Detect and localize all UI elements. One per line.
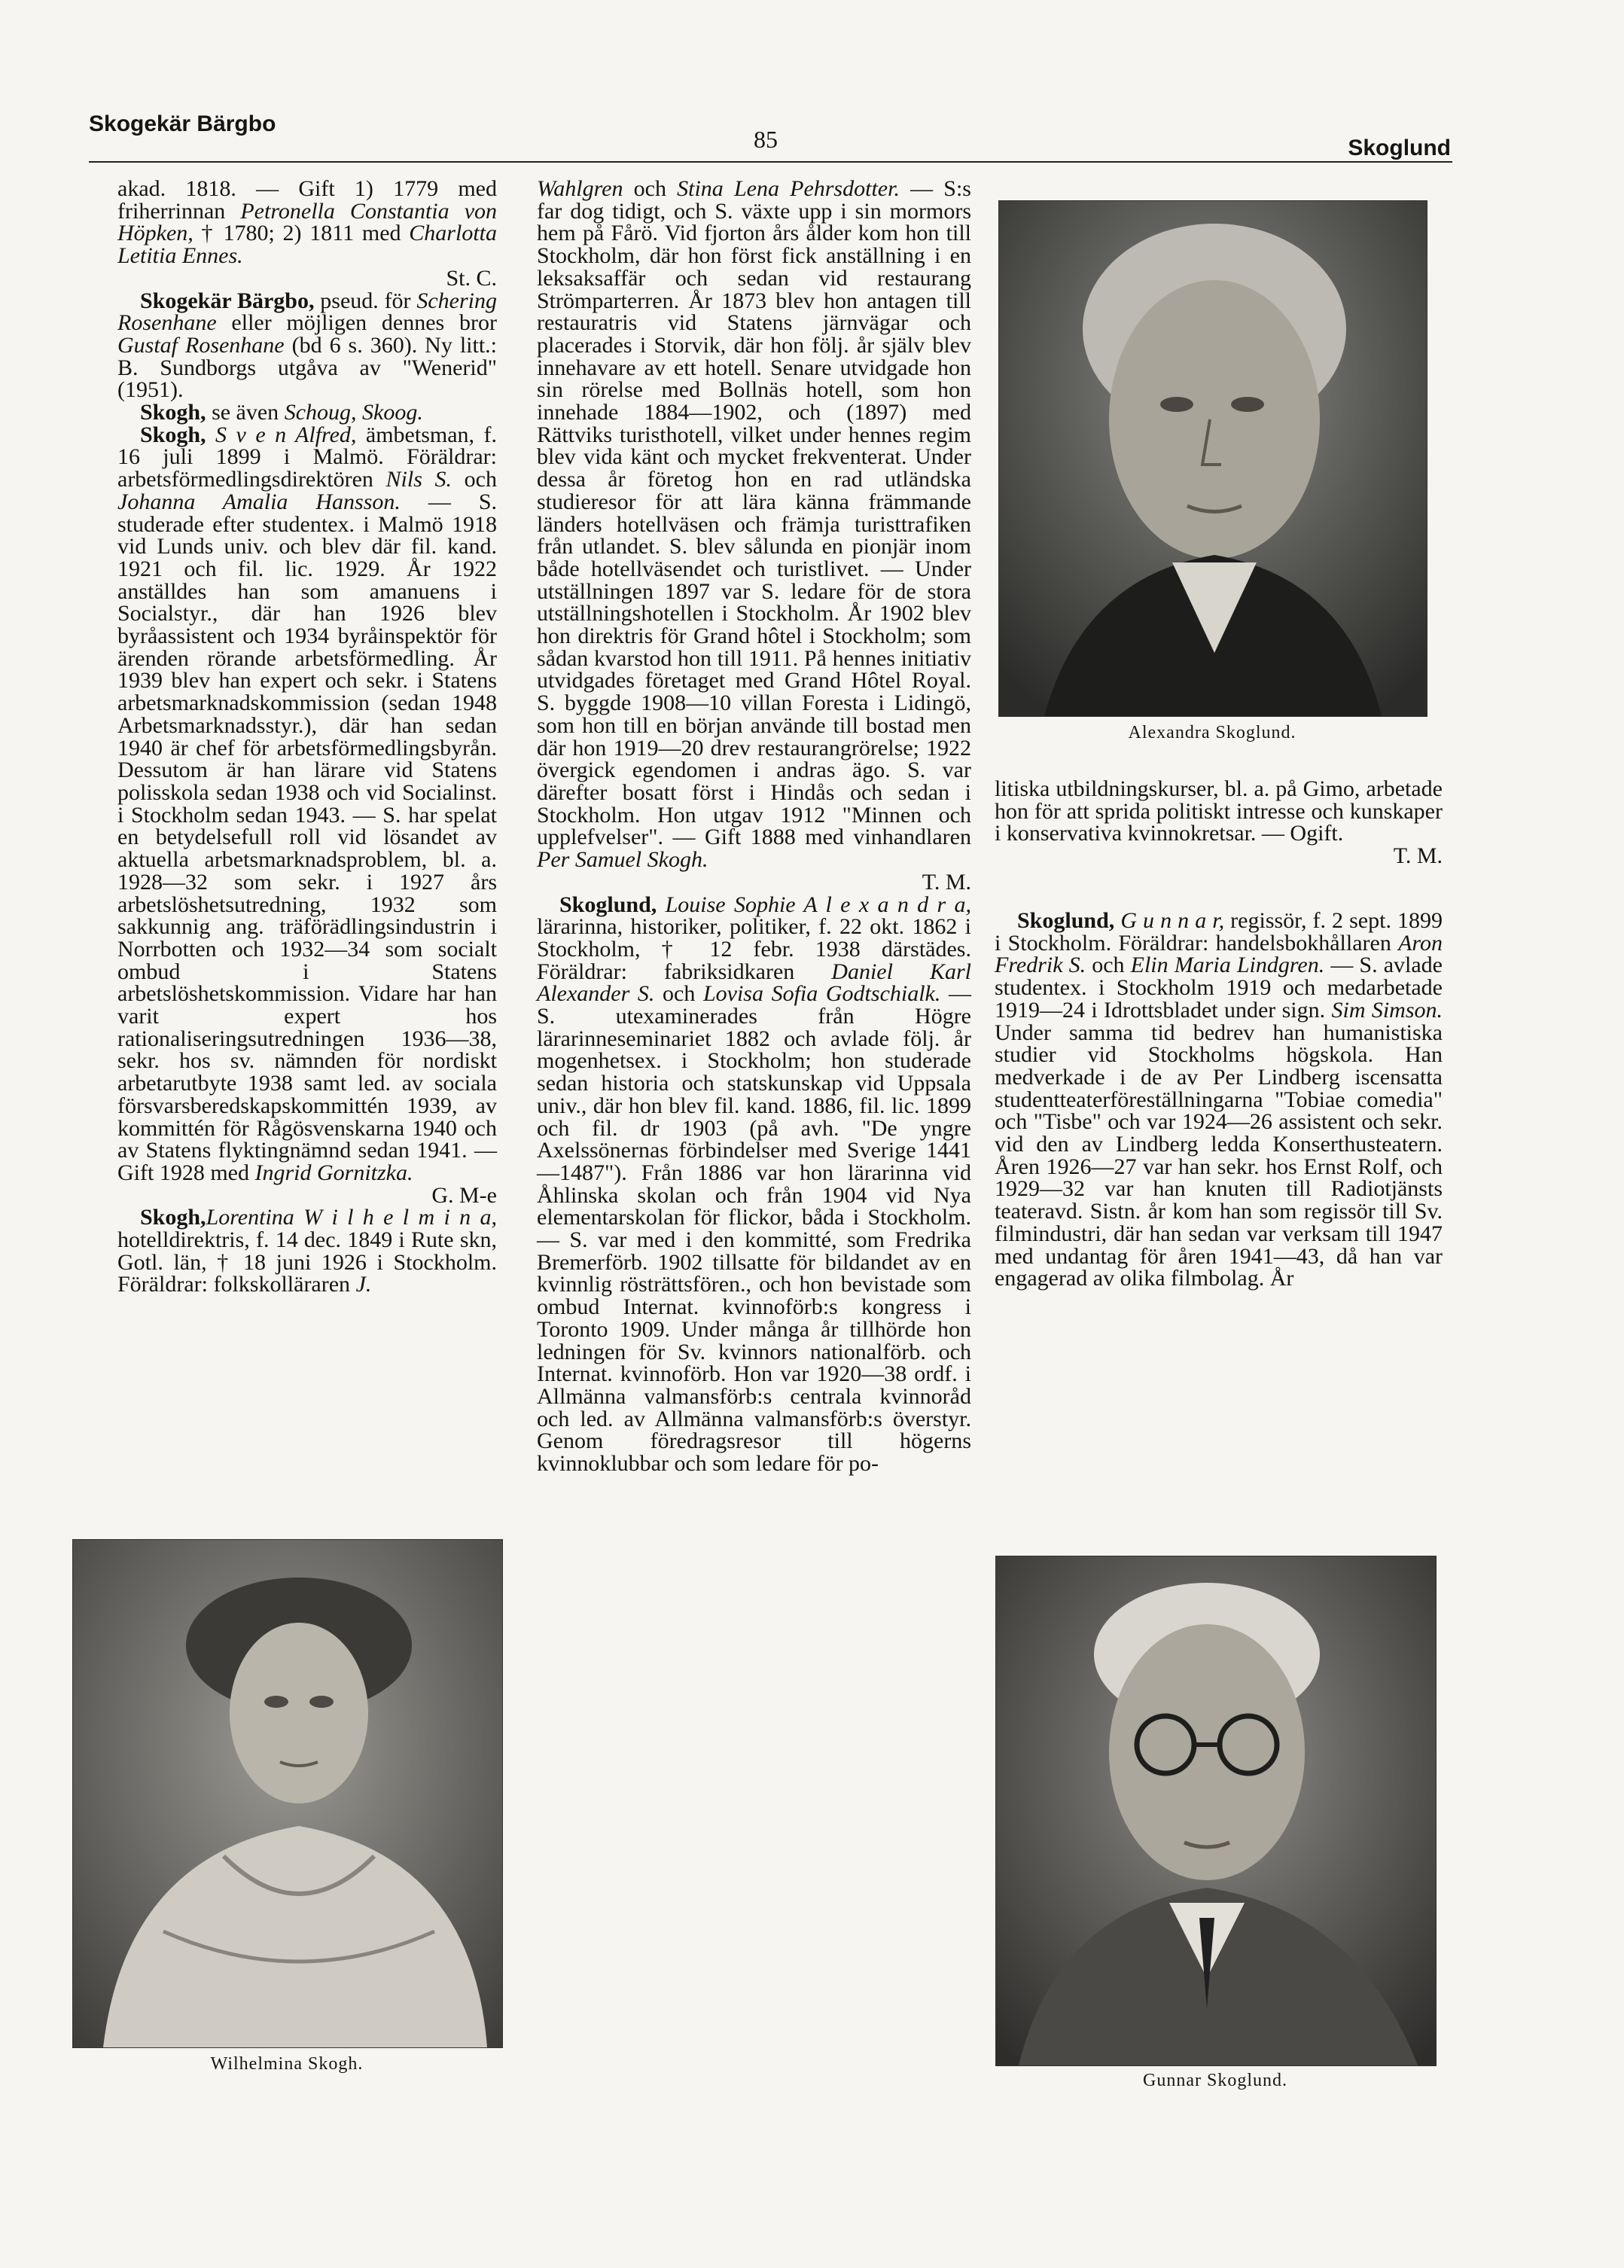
portrait-gunnar-skoglund bbox=[995, 1556, 1437, 2066]
entry-skogh-ref: Skogh, se även Schoug, Skoog. bbox=[140, 400, 423, 425]
column-1 bbox=[117, 178, 497, 1296]
entry-continuation: akad. 1818. — Gift 1) 1779 med friherrinnan Petronella Constantia von Höpken, † 1780; 2) 1811 med Charlotta Letitia Ennes. St. C. bbox=[117, 176, 498, 291]
entry-skogh-wilhelmina: Skogh,Lorentina W i l h e l m i n a, hotelldirektris, f. 14 dec. 1849 i Rute skn, Gotl. län, † 18 juni 1926 i Stockholm. Föräldrar: folkskolläraren J. bbox=[117, 1205, 497, 1297]
column-3-top bbox=[995, 778, 1443, 867]
column-2 bbox=[537, 178, 971, 1475]
entry-skoglund-gunnar: Skoglund, G u n n a r, regissör, f. 2 sept. 1899 i Stockholm. Föräldrar: handelsbokhållaren Aron Fredrik S. och Elin Maria Lindgren. — S. avlade studentex. i Stockholm 1919 och medarbetade 1919—24 i Idrottsbladet under sign. Sim Simson. Under samma tid bedrev han humanistiska studier vid Stockholms högskola. Han medverkade i de av Per Lindberg iscensatta studentteaterföreställningarna "Tobiae comedia" och "Tisbe" och var 1924—26 assistent och sekr. vid den av Lindberg ledda Konserthusteatern. Åren 1926—27 var han sekr. hos Ernst Rolf, och 1929—32 var han knuten till Radiotjänsts teateravd. Sistn. år kom han som regissör till Sv. filmindustri, där han sedan var verksam till 1947 med undantag för åren 1941—43, då han var engagerad av olika filmbolag. År bbox=[995, 908, 1443, 1291]
signature: St. C. bbox=[446, 265, 497, 291]
running-head-left: Skogekär Bärgbo bbox=[89, 111, 276, 136]
entry-skogekar-bargbo: Skogekär Bärgbo, pseud. för Schering Rosenhane eller möjligen dennes bror Gustaf Rosenhane (bd 6 s. 360). Ny litt.: B. Sundborgs utgåva av "Wenerid" (1951). bbox=[117, 288, 497, 403]
signature: G. M-e bbox=[431, 1182, 497, 1208]
portrait-alexandra-skoglund bbox=[998, 200, 1427, 717]
column-3-bottom bbox=[995, 910, 1443, 1290]
portrait-wilhelmina-skogh bbox=[72, 1539, 503, 2048]
caption-alexandra: Alexandra Skoglund. bbox=[1128, 723, 1296, 742]
running-head-right: Skoglund bbox=[1348, 136, 1451, 160]
caption-gunnar: Gunnar Skoglund. bbox=[1143, 2071, 1287, 2090]
signature: T. M. bbox=[922, 869, 971, 895]
header-rule bbox=[89, 161, 1452, 163]
entry-alexandra-continuation: litiska utbildningskurser, bl. a. på Gimo, arbetade hon för att sprida politiskt intresse och kunskaper i konservativa kvinnokretsar. — Ogift. T. M. bbox=[995, 776, 1443, 869]
signature: T. M. bbox=[1393, 843, 1443, 869]
caption-wilhelmina: Wilhelmina Skogh. bbox=[210, 2054, 364, 2074]
page-number: 85 bbox=[754, 126, 778, 153]
entry-skogh-sven: Skogh, S v e n Alfred, ämbetsman, f. 16 juli 1899 i Malmö. Föräldrar: arbetsförmedlingsdirektören Nils S. och Johanna Amalia Hansson. — S. studerade efter studentex. i Malmö 1918 vid Lunds univ. och blev där fil. kand. 1921 och fil. lic. 1929. År 1922 anställdes han som amanuens i Socialstyr., där han 1926 blev byråassistent och 1934 byråinspektör för ärenden rörande arbetsförmedling. År 1939 blev han expert och sekr. i Statens arbetsmarknadskommission (sedan 1948 Arbetsmarknadsstyr.), där han sedan 1940 är chef för arbetsförmedlingsbyrån. Dessutom är han lärare vid Statens polisskola sedan 1938 och vid Socialinst. i Stockholm sedan 1943. — S. har spelat en betydelsefull roll vid lösandet av aktuella arbetsmarknadsproblem, bl. a. 1928—32 som sekr. i 1927 års arbetslöshetsutredning, 1932 som sakkunnig ang. träförädlingsindustrin i Norrbotten och 1932—34 som socialt ombud i Statens arbetslöshetskommission. Vidare har han varit expert hos rationaliseringsutredningen 1936—38, sekr. hos sv. nämnden för nordiskt arbetarutbyte 1938 samt led. av sociala försvarsberedskapskommittén 1939, av kommittén för Rågösvenskarna 1940 och av Statens flyktingnämnd sedan 1941. — Gift 1928 med Ingrid Gornitzka. G. M-e bbox=[117, 422, 498, 1208]
entry-skoglund-alexandra: Skoglund, Louise Sophie A l e x a n d r a, lärarinna, historiker, politiker, f. 22 okt. 1862 i Stockholm, † 12 febr. 1938 därstädes. Föräldrar: fabriksidkaren Daniel Karl Alexander S. och Lovisa Sofia Godtschialk. — S. utexaminerades från Högre lärarinneseminariet 1882 och avlade följ. år mogenhetsex. i Stockholm; hon studerade sedan historia och statskunskap vid Uppsala univ., där hon blev fil. kand. 1886, fil. lic. 1899 och fil. dr 1903 (på avh. "De yngre Axelssönernas förbindelser med Sverige 1441—1487"). Från 1886 var hon lärarinna vid Åhlinska skolan och från 1904 vid Nya elementarskolan för flickor, båda i Stockholm. — S. var med i den kommitté, som Fredrika Bremerförb. 1902 tillsatte för bildandet av en kvinnlig rösträttsfören., och hon bevistade som ombud Internat. kvinnoförb:s kongress i Toronto 1909. Under många år tillhörde hon ledningen för Sv. kvinnors nationalförb. och Internat. kvinnoförb. Hon var 1920—38 ordf. i Allmänna valmansförb:s centrala kvinnoråd och led. av Allmänna valmansförb:s överstyr. Genom föredragsresor till högerns kvinnoklubbar och som ledare för po- bbox=[537, 892, 972, 1477]
entry-wilhelmina-continuation: Wahlgren och Stina Lena Pehrsdotter. — S:s far dog tidigt, och S. växte upp i sin mormors hem på Fårö. Vid fjorton års ålder kom hon till Stockholm, där hon först fick anställning i en leksaksaffär och sedan vid restaurang Strömparterren. År 1873 blev hon antagen till restauratris vid Statens järnvägar och placerades i Storvik, där hon följ. år själv blev innehavare av ett hotell. Senare utvidgade hon sin rörelse med Bollnäs hotell, som hon innehade 1884—1902, och (1897) med Rättviks turisthotell, vilket under hennes regim blev vida känt och mycket frekventerat. Under dessa år företog hon en rad utländska studieresor för att lära känna främmande länders hotellväsen och främja turisttrafiken från utlandet. S. blev sålunda en pionjär inom både hotellväsendet och turistlivet. — Under utställningen 1897 var S. ledare för de stora utställningshotellen i Stockholm. År 1902 blev hon direktris för Grand hôtel i Stockholm; som sådan kvarstod hon till 1911. På hennes initiativ utvidgades företaget med Grand Hôtel Royal. S. byggde 1908—10 villan Foresta i Lidingö, som hon till en början använde till bostad men där hon 1919—20 drev restaurangrörelse; 1922 övergick egendomen i andras ägo. S. var därefter bosatt först i Hindås och sedan i Stockholm. Hon utgav 1912 "Minnen och upplefvelser". — Gift 1888 med vinhandlaren Per Samuel Skogh. T. M. bbox=[537, 176, 971, 895]
